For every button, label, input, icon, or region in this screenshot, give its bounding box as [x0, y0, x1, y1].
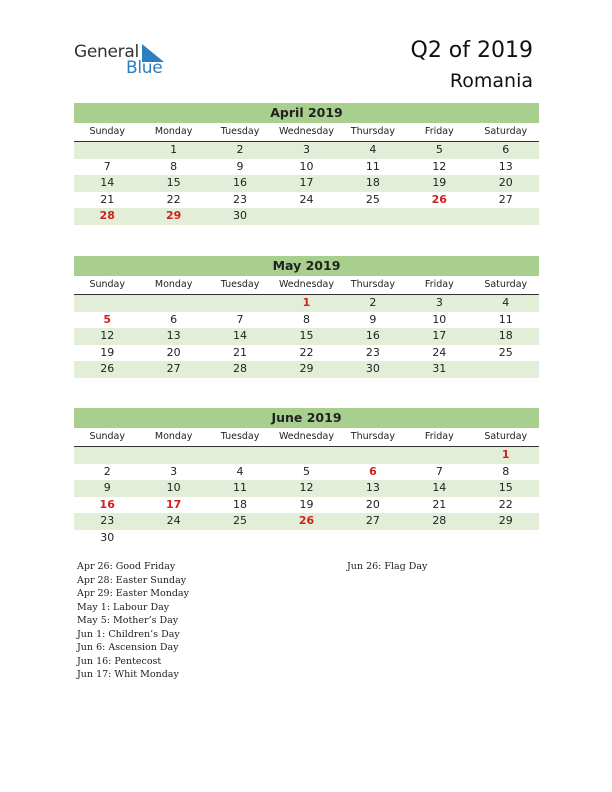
day-cell: 23	[233, 192, 248, 206]
month-title: June 2019	[74, 408, 539, 428]
day-cell: 10	[166, 481, 181, 494]
week-row	[74, 497, 539, 514]
week-row	[74, 295, 539, 312]
week-row	[74, 328, 539, 345]
month-title: May 2019	[74, 256, 539, 276]
weekday-label: Tuesday	[220, 431, 260, 442]
weekday-label: Thursday	[350, 126, 395, 137]
weekday-label: Wednesday	[278, 431, 334, 442]
weekday-header-row	[74, 123, 539, 142]
holiday-note: Jun 16: Pentecost	[77, 655, 162, 667]
day-cell	[207, 530, 273, 547]
day-cell	[473, 361, 539, 378]
week-row	[74, 208, 539, 225]
day-cell: 20	[166, 345, 181, 359]
day-cell	[406, 530, 472, 547]
day-cell	[406, 447, 472, 464]
day-cell: 17	[165, 497, 182, 511]
day-cell: 11	[233, 481, 248, 494]
day-cell: 19	[100, 345, 115, 359]
month-title: April 2019	[74, 103, 539, 123]
holiday-notes-left	[77, 560, 189, 682]
week-row	[74, 175, 539, 192]
weekday-label: Thursday	[350, 431, 395, 442]
day-cell	[473, 208, 539, 225]
calendar-june	[74, 408, 539, 546]
day-cell: 5	[435, 143, 443, 156]
day-cell: 27	[166, 362, 181, 375]
day-cell: 13	[498, 159, 513, 173]
day-cell: 6	[502, 143, 510, 156]
day-cell: 5	[302, 464, 310, 478]
day-cell: 21	[233, 345, 248, 359]
day-cell: 11	[498, 312, 513, 326]
week-row	[74, 142, 539, 159]
day-cell: 23	[365, 345, 380, 359]
day-cell: 27	[498, 192, 513, 206]
day-cell: 11	[365, 159, 380, 173]
day-cell: 16	[233, 176, 248, 189]
day-cell	[140, 295, 206, 312]
day-cell: 26	[100, 362, 115, 375]
day-cell: 16	[99, 497, 115, 511]
day-cell	[473, 530, 539, 547]
holiday-note: Apr 29: Easter Monday	[77, 588, 189, 599]
day-cell: 26	[298, 514, 315, 527]
day-cell: 25	[498, 345, 513, 359]
holiday-note: Jun 1: Children’s Day	[77, 628, 180, 640]
day-cell	[273, 447, 339, 464]
day-cell: 3	[435, 296, 443, 309]
day-cell: 19	[299, 497, 314, 511]
weekday-label: Saturday	[484, 431, 528, 442]
weekday-label: Saturday	[484, 279, 528, 290]
week-row	[74, 530, 539, 547]
day-cell: 14	[233, 329, 248, 342]
day-cell: 3	[302, 143, 310, 156]
logo-general-text: General	[74, 42, 139, 62]
day-cell: 22	[498, 497, 513, 511]
weekday-label: Sunday	[89, 279, 125, 290]
weekday-label: Thursday	[350, 279, 395, 290]
weeks	[74, 447, 539, 546]
day-cell: 2	[236, 143, 244, 156]
day-cell	[406, 208, 472, 225]
weeks	[74, 295, 539, 378]
day-cell: 30	[365, 362, 380, 375]
weekday-label: Tuesday	[220, 126, 260, 137]
day-cell: 8	[302, 312, 310, 326]
country-name: Romania	[449, 70, 533, 92]
day-cell: 31	[432, 362, 447, 375]
day-cell	[74, 142, 140, 159]
day-cell: 10	[432, 312, 447, 326]
day-cell: 28	[233, 362, 248, 375]
day-cell: 12	[299, 481, 314, 494]
logo-blue-text: Blue	[126, 58, 163, 78]
day-cell: 24	[432, 345, 447, 359]
day-cell: 15	[299, 329, 314, 342]
day-cell: 13	[365, 481, 380, 494]
weekday-label: Monday	[154, 126, 193, 137]
holiday-note: Apr 28: Easter Sunday	[77, 574, 187, 586]
day-cell: 6	[170, 312, 178, 326]
day-cell	[273, 208, 339, 225]
day-cell: 17	[432, 329, 447, 342]
day-cell: 21	[432, 497, 447, 511]
day-cell: 26	[431, 192, 447, 206]
day-cell: 24	[299, 192, 314, 206]
day-cell: 29	[498, 514, 513, 527]
weekday-label: Wednesday	[278, 126, 334, 137]
day-cell: 14	[432, 481, 447, 494]
weekday-header-row	[74, 276, 539, 295]
day-cell: 12	[432, 159, 447, 173]
weekday-label: Friday	[424, 279, 454, 290]
day-cell	[340, 530, 406, 547]
day-cell: 28	[432, 514, 447, 527]
day-cell: 21	[100, 192, 115, 206]
week-row	[74, 159, 539, 176]
week-row	[74, 480, 539, 497]
week-row	[74, 361, 539, 378]
holiday-note: Jun 17: Whit Monday	[77, 669, 179, 680]
day-cell	[340, 208, 406, 225]
day-cell: 12	[100, 329, 115, 342]
weekday-label: Friday	[424, 431, 454, 442]
day-cell: 18	[233, 497, 248, 511]
day-cell: 1	[170, 143, 178, 156]
day-cell	[74, 447, 140, 464]
day-cell: 27	[365, 514, 380, 527]
day-cell: 1	[501, 448, 510, 461]
day-cell: 1	[302, 296, 311, 309]
day-cell	[340, 447, 406, 464]
day-cell: 17	[299, 176, 314, 189]
day-cell: 5	[103, 312, 112, 326]
day-cell: 14	[100, 176, 115, 189]
holiday-note: May 5: Mother’s Day	[77, 615, 179, 626]
day-cell: 10	[299, 159, 314, 173]
week-row	[74, 513, 539, 530]
day-cell: 7	[236, 312, 244, 326]
weekday-label: Friday	[424, 126, 454, 137]
weekday-label: Saturday	[484, 126, 528, 137]
holiday-note: Apr 26: Good Friday	[77, 561, 176, 572]
page-title: Q2 of 2019	[410, 38, 533, 63]
day-cell: 2	[103, 464, 111, 478]
day-cell	[207, 447, 273, 464]
day-cell: 29	[165, 209, 182, 222]
day-cell: 19	[432, 176, 447, 189]
day-cell: 9	[236, 159, 244, 173]
holiday-note: May 1: Labour Day	[77, 601, 170, 613]
day-cell: 7	[435, 464, 443, 478]
holiday-notes-right	[347, 560, 427, 574]
day-cell: 7	[103, 159, 111, 173]
weekday-label: Sunday	[89, 431, 125, 442]
weekday-label: Tuesday	[220, 279, 260, 290]
day-cell: 4	[502, 296, 510, 309]
day-cell	[273, 530, 339, 547]
weeks	[74, 142, 539, 225]
day-cell	[74, 295, 140, 312]
day-cell: 8	[170, 159, 178, 173]
day-cell: 13	[166, 329, 181, 342]
weekday-label: Sunday	[89, 126, 125, 137]
day-cell	[140, 447, 206, 464]
day-cell: 29	[299, 362, 314, 375]
day-cell: 24	[166, 514, 181, 527]
weekday-header-row	[74, 428, 539, 447]
logo	[74, 42, 174, 78]
day-cell: 30	[233, 209, 248, 222]
day-cell: 15	[498, 481, 513, 494]
day-cell: 22	[166, 192, 181, 206]
day-cell: 18	[365, 176, 380, 189]
day-cell: 28	[99, 209, 115, 222]
day-cell: 2	[369, 296, 377, 309]
day-cell: 15	[166, 176, 181, 189]
day-cell: 8	[502, 464, 510, 478]
day-cell: 20	[365, 497, 380, 511]
calendar-may	[74, 256, 539, 378]
week-row	[74, 192, 539, 209]
day-cell	[140, 530, 206, 547]
day-cell: 18	[498, 329, 513, 342]
day-cell: 3	[170, 464, 178, 478]
day-cell: 16	[365, 329, 380, 342]
day-cell: 6	[369, 464, 377, 478]
week-row	[74, 345, 539, 362]
day-cell: 4	[369, 143, 377, 156]
calendar-april	[74, 103, 539, 225]
day-cell: 9	[103, 481, 111, 494]
weekday-label: Monday	[154, 431, 193, 442]
day-cell: 9	[369, 312, 377, 326]
day-cell: 30	[100, 530, 115, 544]
weekday-label: Wednesday	[278, 279, 334, 290]
day-cell: 25	[365, 192, 380, 206]
week-row	[74, 312, 539, 329]
holiday-note: Jun 26: Flag Day	[347, 561, 428, 572]
day-cell: 22	[299, 345, 314, 359]
day-cell: 4	[236, 464, 244, 478]
day-cell	[207, 295, 273, 312]
holiday-note: Jun 6: Ascension Day	[77, 642, 179, 653]
day-cell: 25	[233, 514, 248, 527]
week-row	[74, 447, 539, 464]
week-row	[74, 464, 539, 481]
day-cell: 20	[498, 176, 513, 189]
day-cell: 23	[100, 514, 115, 527]
weekday-label: Monday	[154, 279, 193, 290]
